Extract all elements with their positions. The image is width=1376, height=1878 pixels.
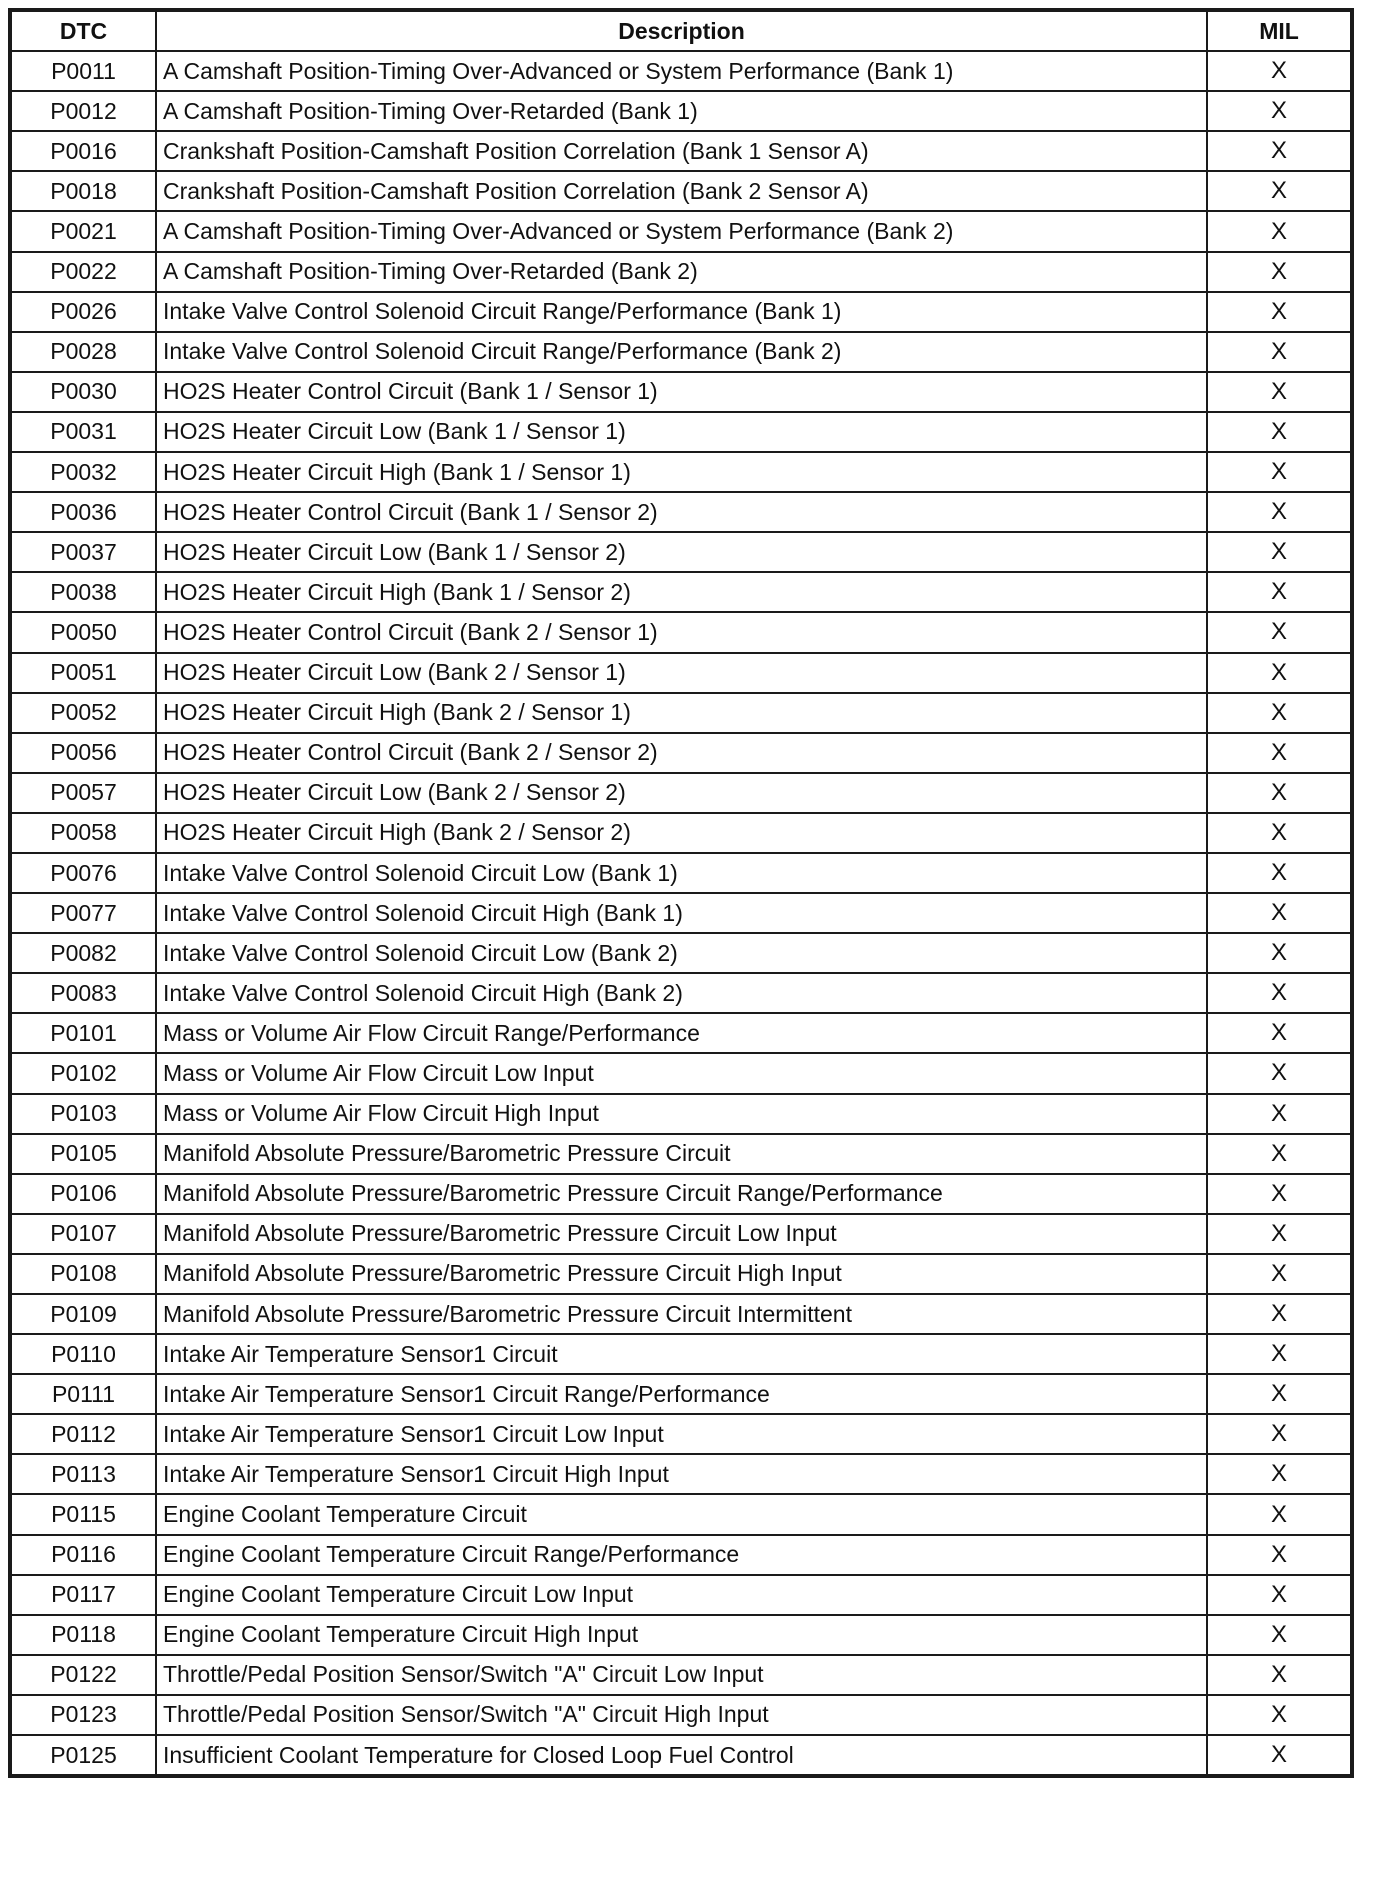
dtc-code: P0118: [10, 1615, 156, 1655]
table-row: [10, 1735, 1352, 1776]
dtc-description: Mass or Volume Air Flow Circuit Range/Performance: [156, 1013, 1207, 1053]
header-mil: MIL: [1207, 10, 1352, 51]
dtc-code: P0012: [10, 91, 156, 131]
mil-indicator: X: [1207, 171, 1352, 211]
dtc-description: Engine Coolant Temperature Circuit: [156, 1494, 1207, 1534]
mil-indicator: X: [1207, 1615, 1352, 1655]
dtc-code: P0112: [10, 1414, 156, 1454]
mil-indicator: X: [1207, 973, 1352, 1013]
dtc-code: P0102: [10, 1053, 156, 1093]
header-dtc: DTC: [10, 10, 156, 51]
mil-indicator: X: [1207, 1575, 1352, 1615]
table-header: [10, 10, 1352, 51]
table-row: [10, 1615, 1352, 1655]
mil-indicator: X: [1207, 1414, 1352, 1454]
table-row: [10, 1053, 1352, 1093]
mil-indicator: X: [1207, 893, 1352, 933]
dtc-code: P0028: [10, 332, 156, 372]
dtc-description: HO2S Heater Control Circuit (Bank 2 / Sensor 2): [156, 733, 1207, 773]
mil-indicator: X: [1207, 853, 1352, 893]
dtc-description: Intake Valve Control Solenoid Circuit Range/Performance (Bank 2): [156, 332, 1207, 372]
dtc-description: HO2S Heater Circuit High (Bank 2 / Sensor 1): [156, 693, 1207, 733]
dtc-code: P0052: [10, 693, 156, 733]
table-row: [10, 1494, 1352, 1534]
table-row: [10, 1254, 1352, 1294]
dtc-description: A Camshaft Position-Timing Over-Advanced or System Performance (Bank 2): [156, 211, 1207, 251]
dtc-code: P0103: [10, 1094, 156, 1134]
table-row: [10, 211, 1352, 251]
dtc-description: HO2S Heater Circuit Low (Bank 2 / Sensor 2): [156, 773, 1207, 813]
mil-indicator: X: [1207, 412, 1352, 452]
dtc-description: Intake Valve Control Solenoid Circuit Range/Performance (Bank 1): [156, 292, 1207, 332]
dtc-code: P0125: [10, 1735, 156, 1776]
table-row: [10, 1414, 1352, 1454]
dtc-code: P0058: [10, 813, 156, 853]
table-row: [10, 973, 1352, 1013]
mil-indicator: X: [1207, 1013, 1352, 1053]
mil-indicator: X: [1207, 1053, 1352, 1093]
mil-indicator: X: [1207, 933, 1352, 973]
table-row: [10, 1535, 1352, 1575]
dtc-code: P0077: [10, 893, 156, 933]
dtc-description: Intake Valve Control Solenoid Circuit High (Bank 1): [156, 893, 1207, 933]
dtc-description: Engine Coolant Temperature Circuit High Input: [156, 1615, 1207, 1655]
dtc-code: P0110: [10, 1334, 156, 1374]
dtc-description: Throttle/Pedal Position Sensor/Switch "A" Circuit Low Input: [156, 1655, 1207, 1695]
dtc-code: P0018: [10, 171, 156, 211]
mil-indicator: X: [1207, 1695, 1352, 1735]
dtc-code: P0051: [10, 653, 156, 693]
dtc-code: P0123: [10, 1695, 156, 1735]
mil-indicator: X: [1207, 1214, 1352, 1254]
table-row: [10, 91, 1352, 131]
dtc-description: Crankshaft Position-Camshaft Position Correlation (Bank 1 Sensor A): [156, 131, 1207, 171]
dtc-description: A Camshaft Position-Timing Over-Retarded (Bank 1): [156, 91, 1207, 131]
dtc-description: HO2S Heater Control Circuit (Bank 1 / Sensor 2): [156, 492, 1207, 532]
dtc-description: Intake Valve Control Solenoid Circuit High (Bank 2): [156, 973, 1207, 1013]
dtc-description: HO2S Heater Circuit Low (Bank 1 / Sensor 2): [156, 532, 1207, 572]
table-row: [10, 332, 1352, 372]
mil-indicator: X: [1207, 1655, 1352, 1695]
dtc-description: Mass or Volume Air Flow Circuit Low Input: [156, 1053, 1207, 1093]
mil-indicator: X: [1207, 492, 1352, 532]
dtc-description: A Camshaft Position-Timing Over-Advanced or System Performance (Bank 1): [156, 51, 1207, 91]
dtc-code: P0109: [10, 1294, 156, 1334]
mil-indicator: X: [1207, 1334, 1352, 1374]
dtc-code: P0083: [10, 973, 156, 1013]
mil-indicator: X: [1207, 51, 1352, 91]
dtc-code: P0037: [10, 532, 156, 572]
dtc-code: P0022: [10, 252, 156, 292]
dtc-code: P0115: [10, 1494, 156, 1534]
table-row: [10, 893, 1352, 933]
dtc-description: HO2S Heater Circuit Low (Bank 1 / Sensor 1): [156, 412, 1207, 452]
dtc-code: P0016: [10, 131, 156, 171]
dtc-code: P0101: [10, 1013, 156, 1053]
mil-indicator: X: [1207, 372, 1352, 412]
table-row: [10, 51, 1352, 91]
dtc-code: P0030: [10, 372, 156, 412]
table-row: [10, 773, 1352, 813]
dtc-description: Intake Valve Control Solenoid Circuit Low (Bank 1): [156, 853, 1207, 893]
mil-indicator: X: [1207, 572, 1352, 612]
dtc-description: A Camshaft Position-Timing Over-Retarded (Bank 2): [156, 252, 1207, 292]
dtc-description: Manifold Absolute Pressure/Barometric Pressure Circuit Low Input: [156, 1214, 1207, 1254]
mil-indicator: X: [1207, 532, 1352, 572]
dtc-description: Intake Air Temperature Sensor1 Circuit Range/Performance: [156, 1374, 1207, 1414]
mil-indicator: X: [1207, 452, 1352, 492]
dtc-code: P0031: [10, 412, 156, 452]
mil-indicator: X: [1207, 1174, 1352, 1214]
table-row: [10, 853, 1352, 893]
mil-indicator: X: [1207, 1374, 1352, 1414]
table-row: [10, 1575, 1352, 1615]
table-row: [10, 1374, 1352, 1414]
table-row: [10, 933, 1352, 973]
dtc-description: Intake Air Temperature Sensor1 Circuit: [156, 1334, 1207, 1374]
table-row: [10, 1134, 1352, 1174]
mil-indicator: X: [1207, 211, 1352, 251]
dtc-code: P0106: [10, 1174, 156, 1214]
table-row: [10, 452, 1352, 492]
dtc-code: P0122: [10, 1655, 156, 1695]
mil-indicator: X: [1207, 1294, 1352, 1334]
table-row: [10, 292, 1352, 332]
table-row: [10, 252, 1352, 292]
dtc-code: P0011: [10, 51, 156, 91]
table-row: [10, 693, 1352, 733]
table-row: [10, 1334, 1352, 1374]
table-row: [10, 131, 1352, 171]
mil-indicator: X: [1207, 813, 1352, 853]
dtc-description: HO2S Heater Control Circuit (Bank 1 / Sensor 1): [156, 372, 1207, 412]
dtc-description: HO2S Heater Circuit High (Bank 1 / Sensor 1): [156, 452, 1207, 492]
dtc-description: Crankshaft Position-Camshaft Position Correlation (Bank 2 Sensor A): [156, 171, 1207, 211]
dtc-code: P0108: [10, 1254, 156, 1294]
mil-indicator: X: [1207, 1535, 1352, 1575]
mil-indicator: X: [1207, 693, 1352, 733]
table-row: [10, 412, 1352, 452]
mil-indicator: X: [1207, 1254, 1352, 1294]
dtc-description: HO2S Heater Circuit Low (Bank 2 / Sensor 1): [156, 653, 1207, 693]
dtc-description: Intake Air Temperature Sensor1 Circuit Low Input: [156, 1414, 1207, 1454]
table-row: [10, 1174, 1352, 1214]
mil-indicator: X: [1207, 1494, 1352, 1534]
dtc-code: P0038: [10, 572, 156, 612]
dtc-code: P0113: [10, 1454, 156, 1494]
dtc-code: P0021: [10, 211, 156, 251]
mil-indicator: X: [1207, 1094, 1352, 1134]
mil-indicator: X: [1207, 292, 1352, 332]
mil-indicator: X: [1207, 1134, 1352, 1174]
dtc-code: P0050: [10, 612, 156, 652]
dtc-code: P0105: [10, 1134, 156, 1174]
dtc-table: [8, 8, 1354, 1778]
dtc-code: P0032: [10, 452, 156, 492]
table-row: [10, 813, 1352, 853]
mil-indicator: X: [1207, 91, 1352, 131]
dtc-description: Engine Coolant Temperature Circuit Range/Performance: [156, 1535, 1207, 1575]
dtc-description: HO2S Heater Control Circuit (Bank 2 / Sensor 1): [156, 612, 1207, 652]
header-description: Description: [156, 10, 1207, 51]
mil-indicator: X: [1207, 332, 1352, 372]
table-row: [10, 1214, 1352, 1254]
dtc-description: Engine Coolant Temperature Circuit Low Input: [156, 1575, 1207, 1615]
table-row: [10, 1013, 1352, 1053]
mil-indicator: X: [1207, 733, 1352, 773]
dtc-description: Insufficient Coolant Temperature for Closed Loop Fuel Control: [156, 1735, 1207, 1776]
mil-indicator: X: [1207, 252, 1352, 292]
dtc-description: Intake Valve Control Solenoid Circuit Low (Bank 2): [156, 933, 1207, 973]
table-row: [10, 492, 1352, 532]
dtc-code: P0057: [10, 773, 156, 813]
table-row: [10, 572, 1352, 612]
dtc-code: P0056: [10, 733, 156, 773]
dtc-code: P0116: [10, 1535, 156, 1575]
dtc-code: P0107: [10, 1214, 156, 1254]
dtc-description: Mass or Volume Air Flow Circuit High Input: [156, 1094, 1207, 1134]
mil-indicator: X: [1207, 131, 1352, 171]
mil-indicator: X: [1207, 1735, 1352, 1776]
dtc-description: Intake Air Temperature Sensor1 Circuit High Input: [156, 1454, 1207, 1494]
table-body: [10, 51, 1352, 1776]
table-row: [10, 1094, 1352, 1134]
dtc-description: Manifold Absolute Pressure/Barometric Pressure Circuit Range/Performance: [156, 1174, 1207, 1214]
header-row: [10, 10, 1352, 51]
table-row: [10, 653, 1352, 693]
dtc-code: P0111: [10, 1374, 156, 1414]
table-row: [10, 372, 1352, 412]
dtc-code: P0082: [10, 933, 156, 973]
table-row: [10, 1454, 1352, 1494]
dtc-description: HO2S Heater Circuit High (Bank 1 / Sensor 2): [156, 572, 1207, 612]
mil-indicator: X: [1207, 1454, 1352, 1494]
mil-indicator: X: [1207, 653, 1352, 693]
dtc-code: P0036: [10, 492, 156, 532]
table-row: [10, 1655, 1352, 1695]
table-row: [10, 532, 1352, 572]
dtc-description: HO2S Heater Circuit High (Bank 2 / Sensor 2): [156, 813, 1207, 853]
table-row: [10, 1294, 1352, 1334]
dtc-description: Throttle/Pedal Position Sensor/Switch "A" Circuit High Input: [156, 1695, 1207, 1735]
table-row: [10, 1695, 1352, 1735]
table-row: [10, 733, 1352, 773]
dtc-code: P0117: [10, 1575, 156, 1615]
dtc-code: P0076: [10, 853, 156, 893]
table-row: [10, 612, 1352, 652]
mil-indicator: X: [1207, 773, 1352, 813]
dtc-description: Manifold Absolute Pressure/Barometric Pressure Circuit High Input: [156, 1254, 1207, 1294]
dtc-code: P0026: [10, 292, 156, 332]
dtc-description: Manifold Absolute Pressure/Barometric Pressure Circuit Intermittent: [156, 1294, 1207, 1334]
mil-indicator: X: [1207, 612, 1352, 652]
dtc-description: Manifold Absolute Pressure/Barometric Pressure Circuit: [156, 1134, 1207, 1174]
table-row: [10, 171, 1352, 211]
